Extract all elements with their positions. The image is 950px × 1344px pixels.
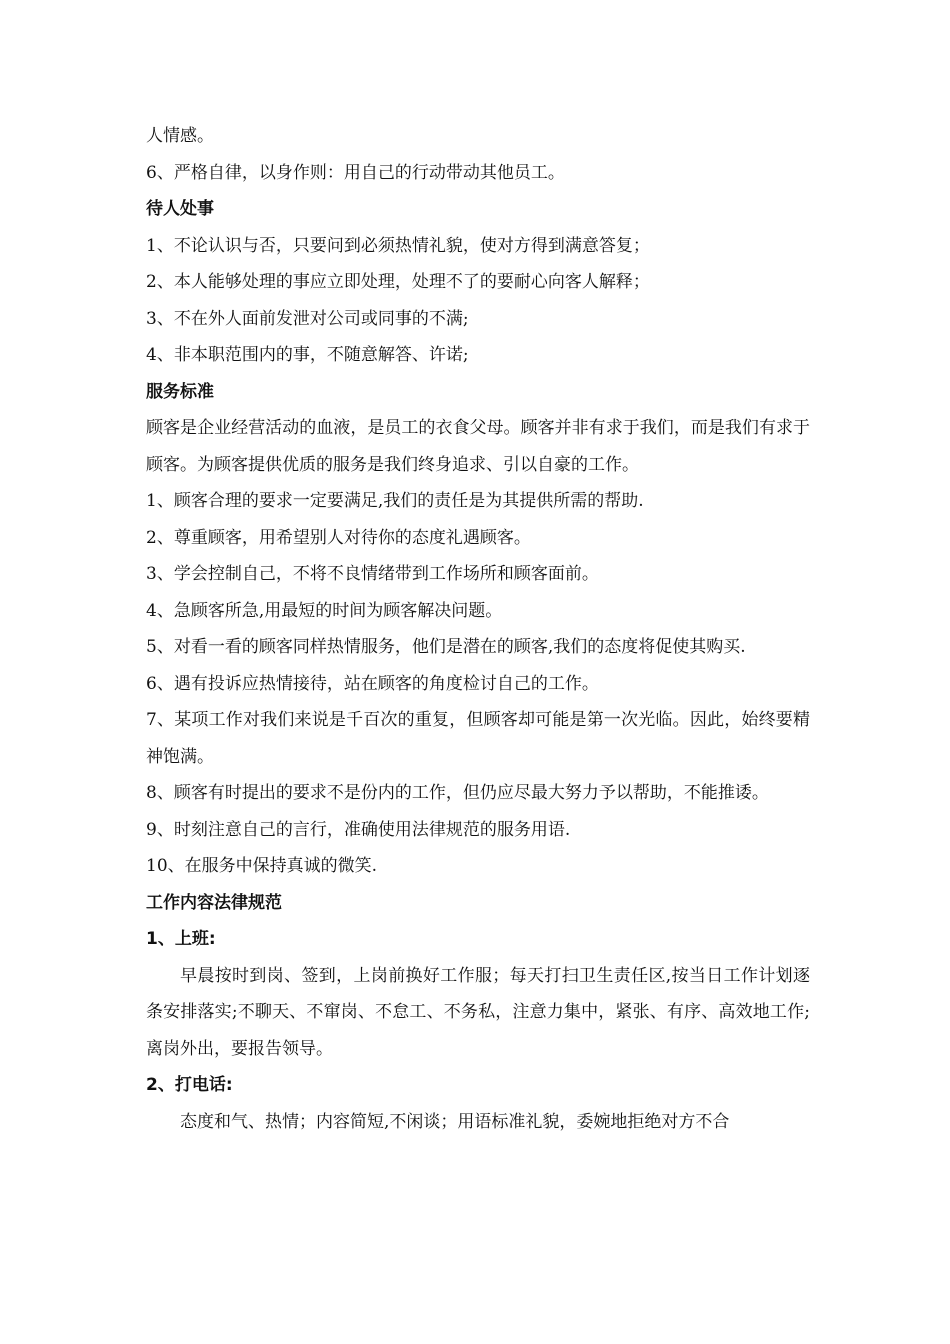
text-line: 6、严格自律，以身作则：用自己的行动带动其他员工。 [146, 162, 565, 183]
list-item: 3、学会控制自己，不将不良情绪带到工作场所和顾客面前。 [146, 564, 599, 584]
clock-in-paragraph: 早晨按时到岗、签到，上岗前换好工作服；每天打扫卫生责任区,按当日工作计划逐条安排落实;不聊天、不窜岗、不怠工、不务私，注意力集中，紧张、有序、高效地工作;离岗外出，要报告领导。 [146, 965, 810, 1059]
list-item: 4、急顾客所急,用最短的时间为顾客解决问题。 [146, 600, 503, 621]
subsection-heading-phone: 2、打电话: [146, 1075, 233, 1095]
subsection-heading-clock-in: 1、上班: [146, 929, 216, 949]
document-body [146, 118, 810, 1140]
list-item: 2、本人能够处理的事应立即处理，处理不了的要耐心向客人解释； [146, 272, 650, 292]
text-line: 人情感。 [146, 126, 214, 146]
phone-paragraph: 态度和气、热情；内容简短,不闲谈；用语标准礼貌，委婉地拒绝对方不合 [180, 1111, 730, 1132]
list-item: 4、非本职范围内的事，不随意解答、许诺; [146, 345, 469, 365]
section-heading-treatment: 待人处事 [146, 199, 214, 219]
section-heading-service: 服务标准 [146, 381, 214, 402]
list-item: 7、某项工作对我们来说是千百次的重复，但顾客却可能是第一次光临。因此，始终要精神饱满。 [146, 710, 810, 767]
section-heading-work: 工作内容法律规范 [146, 892, 282, 913]
list-item: 5、对看一看的顾客同样热情服务，他们是潜在的顾客,我们的态度将促使其购买. [146, 637, 746, 657]
list-item: 3、不在外人面前发泄对公司或同事的不满; [146, 308, 469, 329]
list-item: 1、不论认识与否，只要问到必须热情礼貌，使对方得到满意答复； [146, 235, 650, 256]
list-item: 8、顾客有时提出的要求不是份内的工作，但仍应尽最大努力予以帮助，不能推诿。 [146, 783, 769, 803]
list-item: 10、在服务中保持真诚的微笑. [146, 856, 378, 876]
list-item: 9、时刻注意自己的言行，准确使用法律规范的服务用语. [146, 819, 571, 840]
list-item: 2、尊重顾客，用希望别人对待你的态度礼遇顾客。 [146, 527, 531, 548]
list-item: 1、顾客合理的要求一定要满足,我们的责任是为其提供所需的帮助. [146, 491, 644, 511]
list-item: 6、遇有投诉应热情接待，站在顾客的角度检讨自己的工作。 [146, 673, 599, 694]
service-intro-paragraph: 顾客是企业经营活动的血液，是员工的衣食父母。顾客并非有求于我们，而是我们有求于顾客。为顾客提供优质的服务是我们终身追求、引以自豪的工作。 [146, 418, 810, 475]
